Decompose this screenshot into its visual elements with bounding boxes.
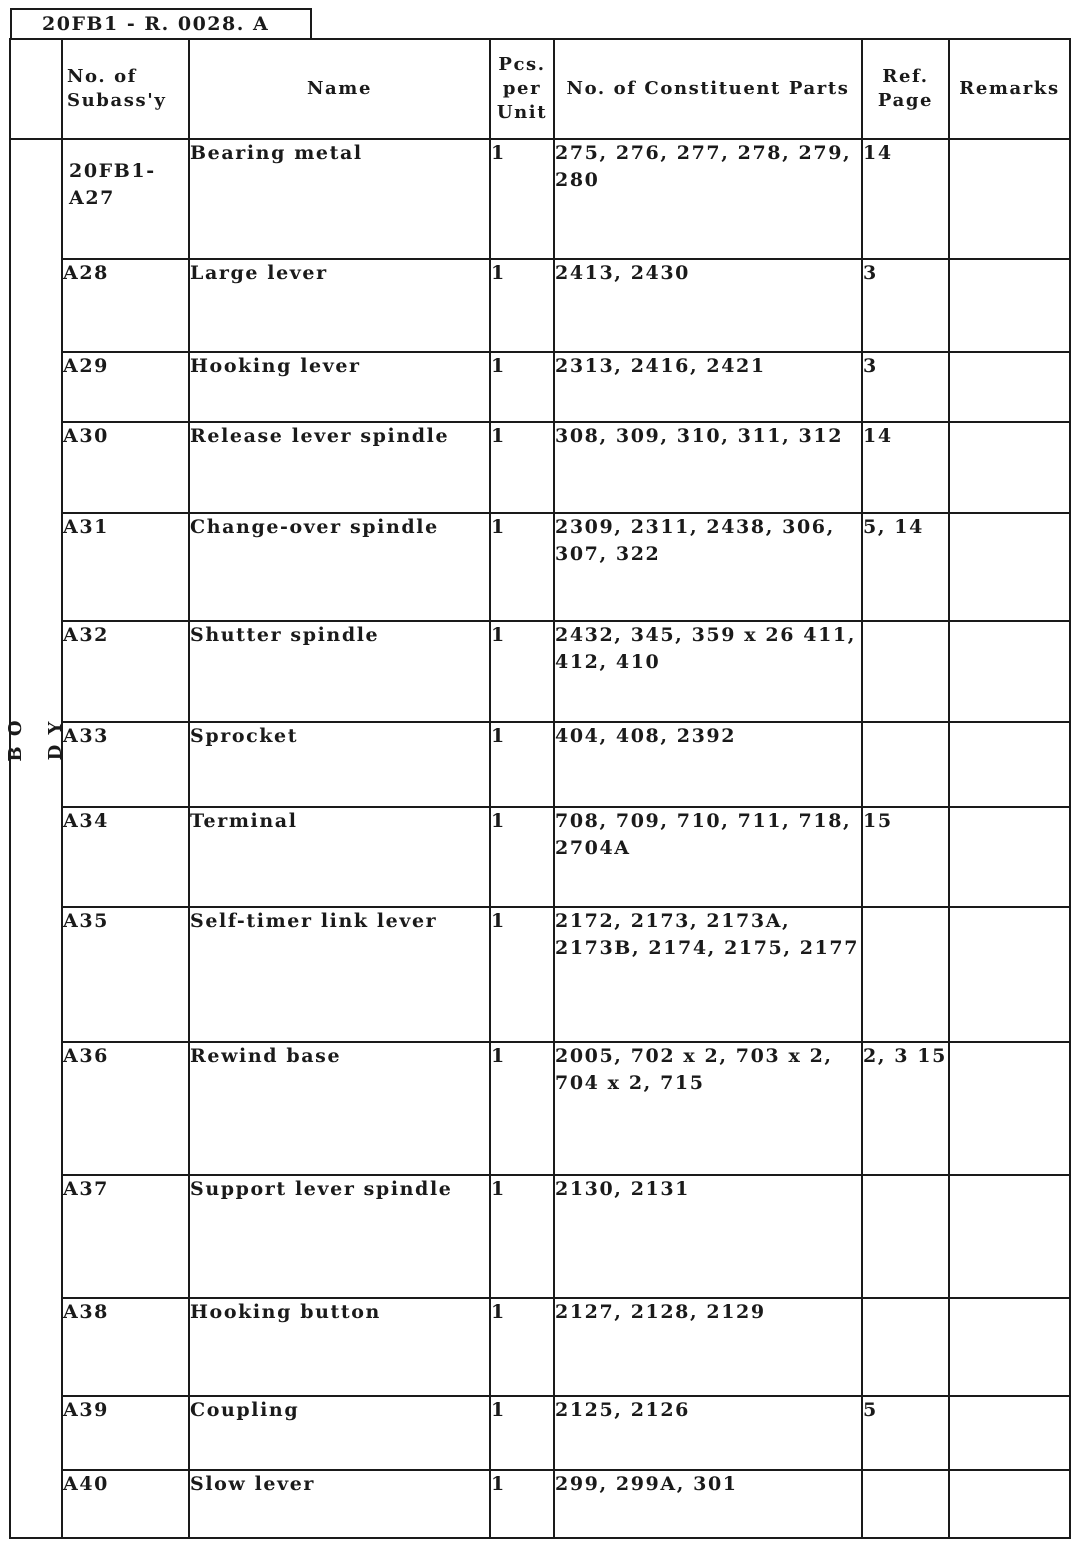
cell-ref [862,1175,949,1298]
cell-subassy: A33 [62,722,189,807]
cell-parts: 708, 709, 710, 711, 718, 2704A [554,807,862,907]
cell-remarks [949,1042,1070,1175]
cell-parts: 275, 276, 277, 278, 279, 280 [554,139,862,259]
header-subassy: No. of Subass'y [62,39,189,139]
cell-pcs: 1 [490,621,554,722]
cell-parts: 2125, 2126 [554,1396,862,1470]
table-row [10,1470,1070,1538]
cell-ref: 2, 3 15 [862,1042,949,1175]
cell-parts: 2432, 345, 359 x 26 411, 412, 410 [554,621,862,722]
cell-name: Rewind base [189,1042,490,1175]
cell-pcs: 1 [490,1042,554,1175]
cell-subassy: A30 [62,422,189,513]
cell-remarks [949,513,1070,621]
cell-subassy: A31 [62,513,189,621]
cell-ref: 3 [862,259,949,352]
cell-name: Hooking button [189,1298,490,1396]
cell-ref: 5 [862,1396,949,1470]
document-id: 20FB1 - R. 0028. A [10,8,312,38]
header-pcs: Pcs. per Unit [490,39,554,139]
cell-parts: 308, 309, 310, 311, 312 [554,422,862,513]
cell-subassy: A37 [62,1175,189,1298]
cell-remarks [949,1396,1070,1470]
cell-subassy: A39 [62,1396,189,1470]
cell-ref: 5, 14 [862,513,949,621]
cell-pcs: 1 [490,422,554,513]
table-row [10,722,1070,807]
section-label-cell [5,139,66,1538]
cell-ref [862,1470,949,1538]
cell-subassy: 20FB1- A27 [62,139,189,259]
cell-subassy: A40 [62,1470,189,1538]
cell-pcs: 1 [490,907,554,1042]
cell-pcs: 1 [490,1470,554,1538]
cell-remarks [949,422,1070,513]
cell-ref [862,621,949,722]
table-header-row [10,39,1070,139]
cell-name: Hooking lever [189,352,490,422]
cell-parts: 2130, 2131 [554,1175,862,1298]
cell-remarks [949,722,1070,807]
cell-pcs: 1 [490,1396,554,1470]
table-row [10,907,1070,1042]
cell-name: Shutter spindle [189,621,490,722]
cell-remarks [949,259,1070,352]
cell-name: Slow lever [189,1470,490,1538]
cell-remarks [949,907,1070,1042]
cell-pcs: 1 [490,807,554,907]
cell-pcs: 1 [490,352,554,422]
table-row [10,422,1070,513]
cell-name: Bearing metal [189,139,490,259]
cell-remarks [949,1470,1070,1538]
cell-parts: 2172, 2173, 2173A, 2173B, 2174, 2175, 2177 [554,907,862,1042]
cell-ref: 15 [862,807,949,907]
cell-parts: 2313, 2416, 2421 [554,352,862,422]
cell-subassy: A29 [62,352,189,422]
cell-remarks [949,1175,1070,1298]
cell-name: Change-over spindle [189,513,490,621]
cell-pcs: 1 [490,259,554,352]
cell-name: Support lever spindle [189,1175,490,1298]
cell-parts: 2005, 702 x 2, 703 x 2, 704 x 2, 715 [554,1042,862,1175]
cell-parts: 299, 299A, 301 [554,1470,862,1538]
cell-subassy: A38 [62,1298,189,1396]
table-row [10,259,1070,352]
table-row [10,1298,1070,1396]
table-row [10,621,1070,722]
header-remarks: Remarks [949,39,1070,139]
table-row [10,1396,1070,1470]
section-label [5,700,66,780]
table-row [10,1042,1070,1175]
cell-parts: 2127, 2128, 2129 [554,1298,862,1396]
cell-pcs: 1 [490,513,554,621]
cell-subassy: A35 [62,907,189,1042]
cell-pcs: 1 [490,1298,554,1396]
cell-remarks [949,621,1070,722]
table-row [10,352,1070,422]
table-row [10,513,1070,621]
cell-parts: 2413, 2430 [554,259,862,352]
cell-remarks [949,352,1070,422]
cell-ref: 3 [862,352,949,422]
cell-name: Sprocket [189,722,490,807]
cell-remarks [949,139,1070,259]
cell-parts: 2309, 2311, 2438, 306, 307, 322 [554,513,862,621]
cell-subassy: A28 [62,259,189,352]
cell-name: Release lever spindle [189,422,490,513]
cell-name: Coupling [189,1396,490,1470]
section-label-text: B O D Y [5,718,66,762]
cell-remarks [949,807,1070,907]
parts-table [5,38,1071,1539]
cell-ref: 14 [862,139,949,259]
cell-ref [862,1298,949,1396]
cell-pcs: 1 [490,139,554,259]
cell-name: Terminal [189,807,490,907]
header-section [10,39,62,139]
cell-name: Large lever [189,259,490,352]
cell-subassy: A32 [62,621,189,722]
cell-remarks [949,1298,1070,1396]
cell-pcs: 1 [490,1175,554,1298]
cell-parts: 404, 408, 2392 [554,722,862,807]
cell-ref [862,722,949,807]
header-name: Name [189,39,490,139]
table-row [10,139,1070,259]
cell-ref [862,907,949,1042]
table-row [10,807,1070,907]
header-parts: No. of Constituent Parts [554,39,862,139]
header-ref: Ref. Page [862,39,949,139]
cell-name: Self-timer link lever [189,907,490,1042]
table-row [10,1175,1070,1298]
cell-pcs: 1 [490,722,554,807]
cell-ref: 14 [862,422,949,513]
cell-subassy: A36 [62,1042,189,1175]
cell-subassy: A34 [62,807,189,907]
